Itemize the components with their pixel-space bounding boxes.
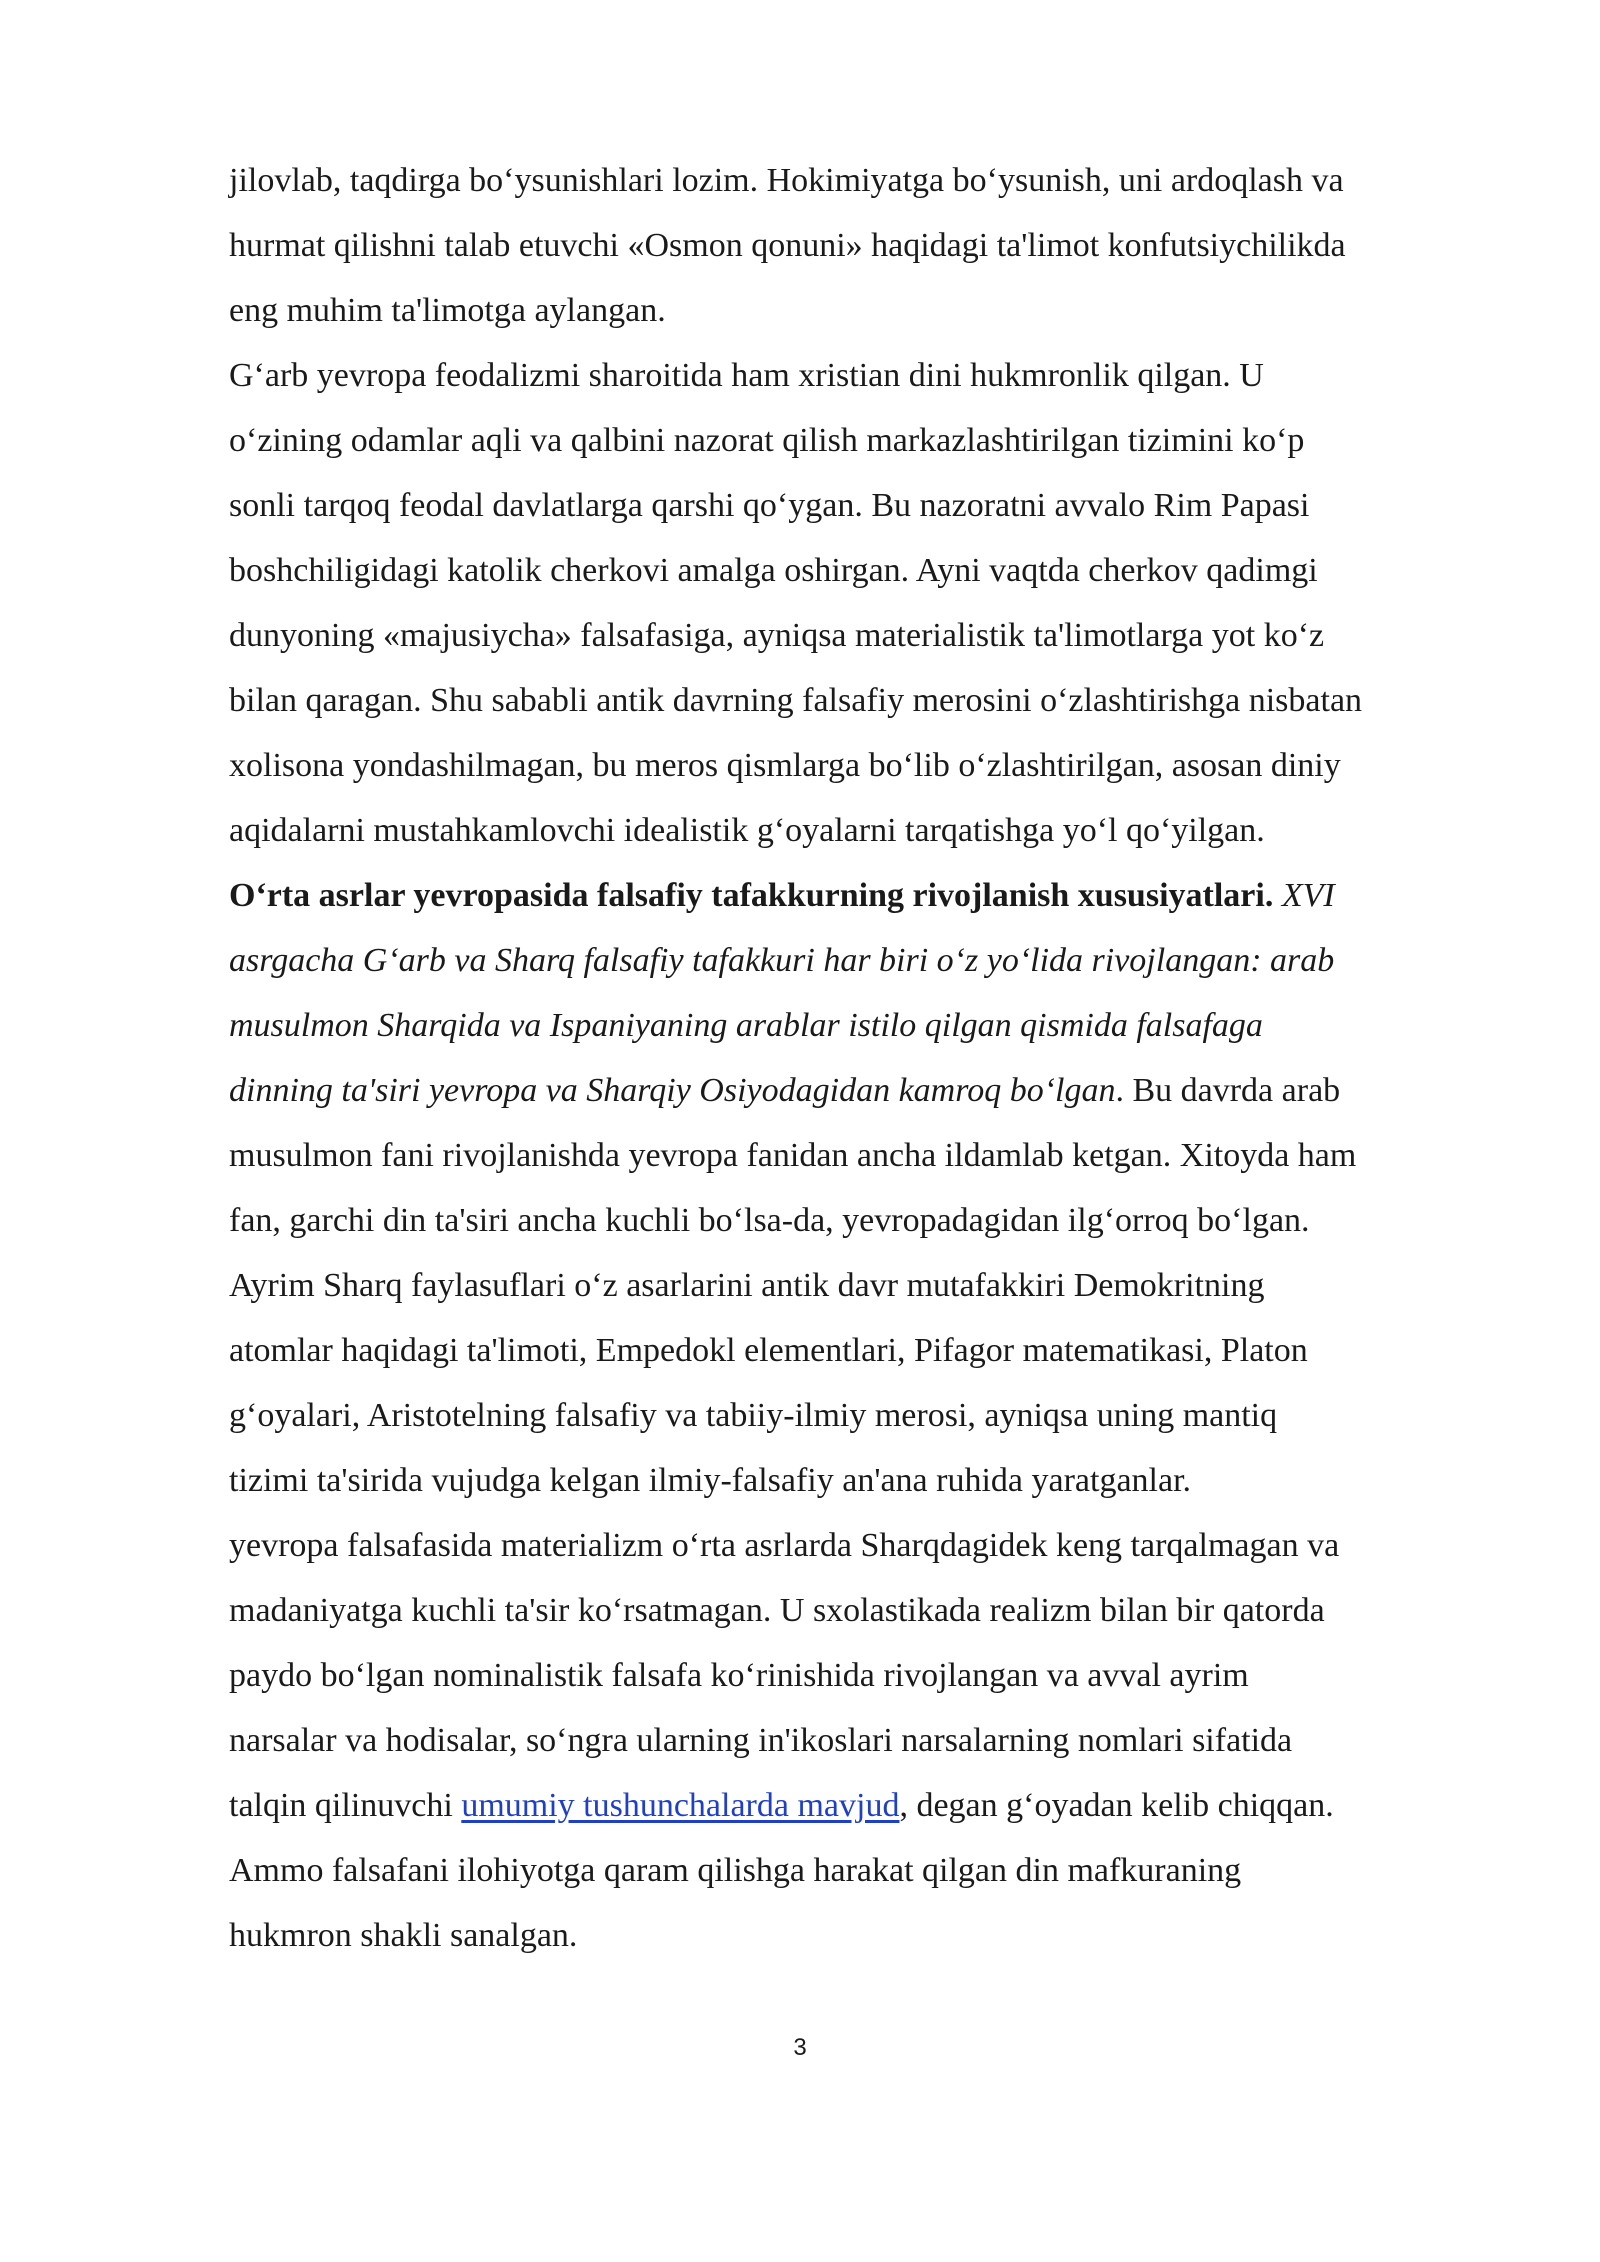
- hyperlink[interactable]: umumiy tushunchalarda mavjud: [461, 1787, 900, 1824]
- text-line: hurmat qilishni talab etuvchi «Osmon qonuni» haqidagi ta'limot konfutsiychilikda: [229, 227, 1346, 264]
- text-line: atomlar haqidagi ta'limoti, Empedokl elementlari, Pifagor matematikasi, Platon: [229, 1332, 1308, 1369]
- text-line: g‘oyalari, Aristotelning falsafiy va tabiiy-ilmiy merosi, ayniqsa uning mantiq: [229, 1397, 1278, 1434]
- text-line: madaniyatga kuchli ta'sir ko‘rsatmagan. U sxolastikada realizm bilan bir qatorda: [229, 1592, 1325, 1629]
- page-number: 3: [793, 2034, 807, 2061]
- body-text: [229, 148, 1489, 1968]
- text-line: yevropa falsafasida materializm o‘rta asrlarda Sharqdagidek keng tarqalmagan va: [229, 1527, 1340, 1564]
- text-line: hukmron shakli sanalgan.: [229, 1917, 578, 1954]
- text-line: tizimi ta'sirida vujudga kelgan ilmiy-falsafiy an'ana ruhida yaratganlar.: [229, 1462, 1192, 1499]
- text-line: sonli tarqoq feodal davlatlarga qarshi qo‘ygan. Bu nazoratni avvalo Rim Papasi: [229, 487, 1310, 524]
- text-line: Ayrim Sharq faylasuflari o‘z asarlarini antik davr mutafakkiri Demokritning: [229, 1267, 1265, 1304]
- italic-line: musulmon Sharqida va Ispaniyaning arablar istilo qilgan qismida falsafaga: [229, 1007, 1263, 1044]
- text-line: eng muhim ta'limotga aylangan.: [229, 292, 666, 329]
- text-line: G‘arb yevropa feodalizmi sharoitida ham xristian dini hukmronlik qilgan. U: [229, 357, 1264, 394]
- plain-text: , degan g‘oyadan kelib chiqqan.: [899, 1787, 1334, 1824]
- mixed-line: [229, 1058, 1489, 1123]
- plain-text: . Bu davrda arab: [1115, 1072, 1341, 1109]
- italic-text: dinning ta'siri yevropa va Sharqiy Osiyodagidan kamroq bo‘lgan: [229, 1072, 1116, 1109]
- text-line: paydo bo‘lgan nominalistik falsafa ko‘rinishida rivojlangan va avval ayrim: [229, 1657, 1249, 1694]
- section-heading: O‘rta asrlar yevropasida falsafiy tafakkurning rivojlanish xususiyatlari.: [229, 877, 1274, 914]
- text-line: musulmon fani rivojlanishda yevropa fanidan ancha ildamlab ketgan. Xitoyda ham: [229, 1137, 1357, 1174]
- text-line: boshchiligidagi katolik cherkovi amalga oshirgan. Ayni vaqtda cherkov qadimgi: [229, 552, 1318, 589]
- section-heading-line: [229, 863, 1489, 928]
- text-line: Ammo falsafani ilohiyotga qaram qilishga harakat qilgan din mafkuraning: [229, 1852, 1242, 1889]
- text-line: xolisona yondashilmagan, bu meros qismlarga bo‘lib o‘zlashtirilgan, asosan diniy: [229, 747, 1341, 784]
- link-line: [229, 1773, 1489, 1838]
- text-line: jilovlab, taqdirga bo‘ysunishlari lozim. Hokimiyatga bo‘ysunish, uni ardoqlash va: [229, 162, 1344, 199]
- text-line: bilan qaragan. Shu sababli antik davrning falsafiy merosini o‘zlashtirishga nisbatan: [229, 682, 1363, 719]
- text-line: dunyoning «majusiycha» falsafasiga, ayniqsa materialistik ta'limotlarga yot ko‘z: [229, 617, 1325, 654]
- text-line: aqidalarni mustahkamlovchi idealistik g‘oyalarni tarqatishga yo‘l qo‘yilgan.: [229, 812, 1265, 849]
- text-line: o‘zining odamlar aqli va qalbini nazorat qilish markazlashtirilgan tizimini ko‘p: [229, 422, 1305, 459]
- plain-text: talqin qilinuvchi: [229, 1787, 462, 1824]
- text-line: narsalar va hodisalar, so‘ngra ularning in'ikoslari narsalarning nomlari sifatida: [229, 1722, 1293, 1759]
- italic-text: XVI: [1273, 877, 1335, 914]
- italic-line: asrgacha G‘arb va Sharq falsafiy tafakkuri har biri o‘z yo‘lida rivojlangan: arab: [229, 942, 1335, 979]
- text-line: fan, garchi din ta'siri ancha kuchli bo‘lsa-da, yevropadagidan ilg‘orroq bo‘lgan.: [229, 1202, 1310, 1239]
